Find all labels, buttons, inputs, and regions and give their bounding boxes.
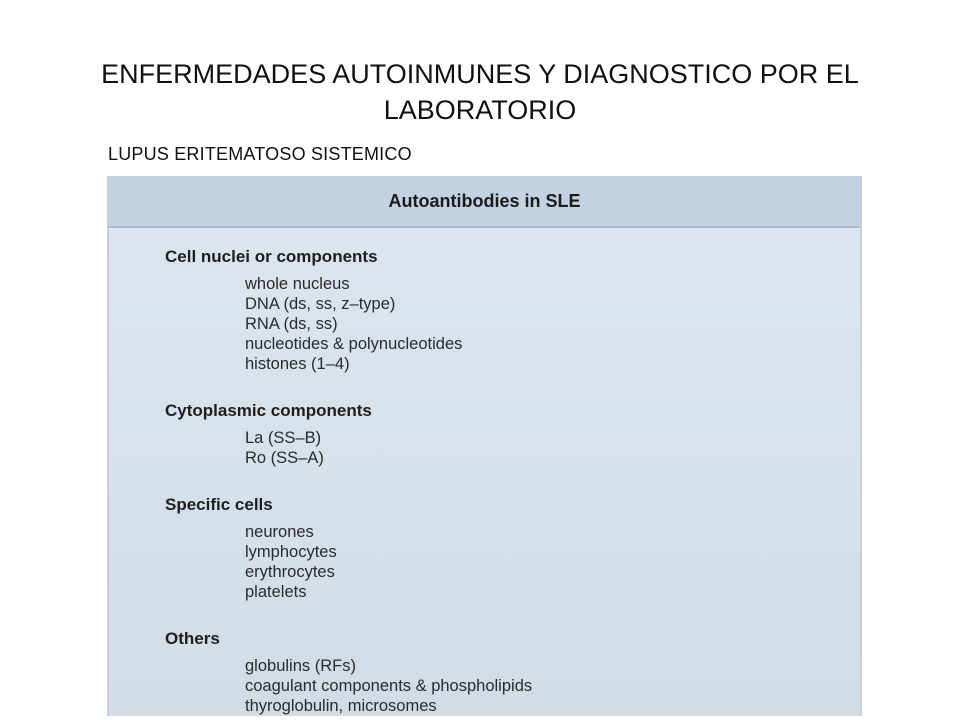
slide-subtitle: LUPUS ERITEMATOSO SISTEMICO	[108, 144, 412, 164]
slide-title-line-2: LABORATORIO	[383, 95, 577, 125]
list-item: La (SS–B)	[245, 429, 322, 447]
section-specific-cells	[165, 494, 860, 622]
list-item: whole nucleus	[245, 275, 350, 293]
list-item: histones (1–4)	[245, 355, 350, 373]
list-item: coagulant components & phospholipids	[245, 677, 533, 695]
figure-header: Autoantibodies in SLE	[109, 176, 860, 228]
list-item: neurones	[245, 523, 314, 541]
list-item: platelets	[245, 583, 307, 601]
list-item: DNA (ds, ss, z–type)	[245, 295, 396, 313]
slide-title	[80, 56, 880, 128]
list-item: nucleotides & polynucleotides	[245, 335, 463, 353]
section-others	[165, 628, 860, 716]
section-cell-nuclei	[165, 246, 860, 394]
autoantibodies-figure	[107, 176, 862, 716]
list-item: erythrocytes	[245, 563, 335, 581]
section-heading: Cytoplasmic components	[165, 401, 372, 420]
section-heading: Specific cells	[165, 495, 273, 514]
list-item: thyroglobulin, microsomes	[245, 697, 437, 715]
list-item: lymphocytes	[245, 543, 337, 561]
section-cytoplasmic	[165, 400, 860, 488]
list-item: RNA (ds, ss)	[245, 315, 338, 333]
section-heading: Others	[165, 629, 220, 648]
figure-body	[109, 228, 860, 716]
section-heading: Cell nuclei or components	[165, 247, 378, 266]
list-item: globulins (RFs)	[245, 657, 356, 675]
slide-title-line-1: ENFERMEDADES AUTOINMUNES Y DIAGNOSTICO POR EL	[101, 59, 859, 89]
list-item: Ro (SS–A)	[245, 449, 324, 467]
